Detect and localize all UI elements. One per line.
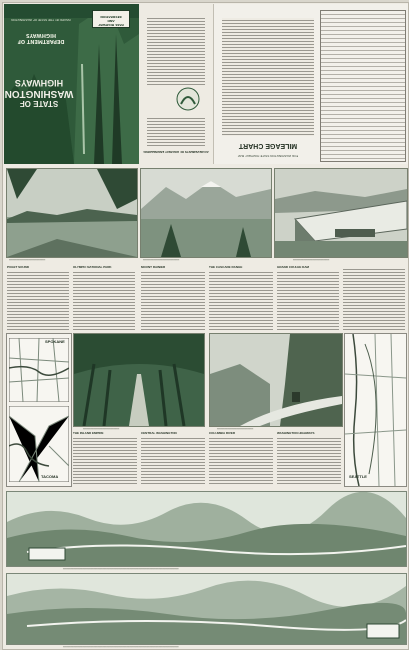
heading-mount-rainier: MOUNT RAINIER: [141, 265, 166, 269]
tacoma-map: [9, 406, 69, 482]
heading-columbia-river: COLUMBIA RIVER: [209, 431, 236, 435]
heading-olympic-park: OLYMPIC NATIONAL PARK: [73, 265, 112, 269]
photo-mountain-lake: [140, 168, 272, 258]
photo-gorge-highway: [209, 333, 343, 427]
photo-grand-coulee-dam: [274, 168, 408, 258]
cover-badge-line2: AND: [107, 19, 115, 23]
caption-panorama-north: ━━━━━━━━━━━━━━━━━━━━━━━━━━━━━━━━━━━━━━━━━━━━━━━━━━━━━━━━━━━━━━━━: [63, 567, 179, 571]
photo-tree-lined-road: [73, 333, 205, 427]
text-column-3: [141, 265, 205, 331]
text-column-10: [277, 431, 341, 485]
text-column-5: [277, 265, 339, 331]
cover-title-line2: WASHINGTON: [4, 88, 74, 99]
tacoma-label: TACOMA: [41, 474, 59, 479]
cover-title-line3: HIGHWAYS: [14, 78, 64, 88]
text-column-8: [141, 431, 205, 485]
map-brochure-sheet: [2, 2, 409, 650]
mileage-title: MILEAGE CHART: [238, 142, 298, 149]
mileage-subtitle: FOR WASHINGTON STATE HIGHWAY MAP: [237, 154, 299, 158]
mileage-table: [320, 10, 406, 162]
mileage-text-block: [222, 18, 314, 136]
text-column-6: [343, 265, 405, 331]
caption-gorge-highway: ━━━━━━━━━━━━━━━━━━━━: [217, 427, 254, 431]
cover-issued-text: ISSUED BY THE STATE OF WASHINGTON: [11, 18, 71, 22]
mileage-panel: [213, 4, 408, 164]
text-column-4: [209, 265, 273, 331]
photo-puget-sound: [6, 168, 138, 258]
caption-mountain-lake: ━━━━━━━━━━━━━━━━━━━━: [143, 258, 180, 262]
caption-panorama-south: ━━━━━━━━━━━━━━━━━━━━━━━━━━━━━━━━━━━━━━━━━━━━━━━━━━━━━━━━━━━━━━━━: [63, 645, 179, 649]
heading-grand-coulee: GRAND COULEE DAM: [277, 265, 309, 269]
cover-title: [4, 78, 74, 108]
city-maps-panel: [6, 333, 72, 487]
text-column-7: [73, 431, 137, 485]
heading-puget-sound: PUGET SOUND: [7, 265, 30, 269]
engineering-text-block-2: [147, 116, 205, 146]
panorama-south: [6, 573, 407, 645]
seattle-map-panel: [344, 333, 407, 487]
cover-badge: [92, 10, 130, 28]
spokane-map: [9, 338, 69, 402]
seattle-map: [345, 334, 406, 486]
heading-washington-highways: WASHINGTON HIGHWAYS: [277, 431, 315, 435]
spokane-label: SPOKANE: [45, 339, 65, 344]
heading-inland-empire: THE INLAND EMPIRE: [73, 431, 104, 435]
engineering-sketch: [175, 86, 201, 112]
heading-central-washington: CENTRAL WASHINGTON: [141, 431, 177, 435]
caption-puget-sound: ━━━━━━━━━━━━━━━━━━━━: [9, 258, 46, 262]
text-column-9: [209, 431, 273, 485]
text-column-1: [7, 265, 69, 331]
cover-publisher: DEPARTMENT OF HIGHWAYS: [17, 32, 65, 44]
engineering-panel: [141, 4, 211, 164]
cover-badge-line1: PASS HIGHWAY: [98, 23, 124, 27]
text-column-2: [73, 265, 135, 331]
engineering-title: ACHIEVEMENTS OF HIGHWAY ENGINEERING: [143, 150, 209, 154]
heading-cascade-range: THE CASCADE RANGE: [209, 265, 243, 269]
engineering-text-block: [147, 16, 205, 86]
caption-tree-lined-road: ━━━━━━━━━━━━━━━━━━━━: [83, 427, 120, 431]
cover-title-line1: STATE OF: [19, 99, 59, 108]
panorama-north: [6, 491, 407, 567]
caption-grand-coulee-dam: ━━━━━━━━━━━━━━━━━━━━: [293, 258, 330, 262]
cover-badge-line3: RECREATION: [100, 15, 122, 19]
seattle-label: SEATTLE: [349, 474, 367, 479]
cover-panel: [4, 4, 139, 164]
